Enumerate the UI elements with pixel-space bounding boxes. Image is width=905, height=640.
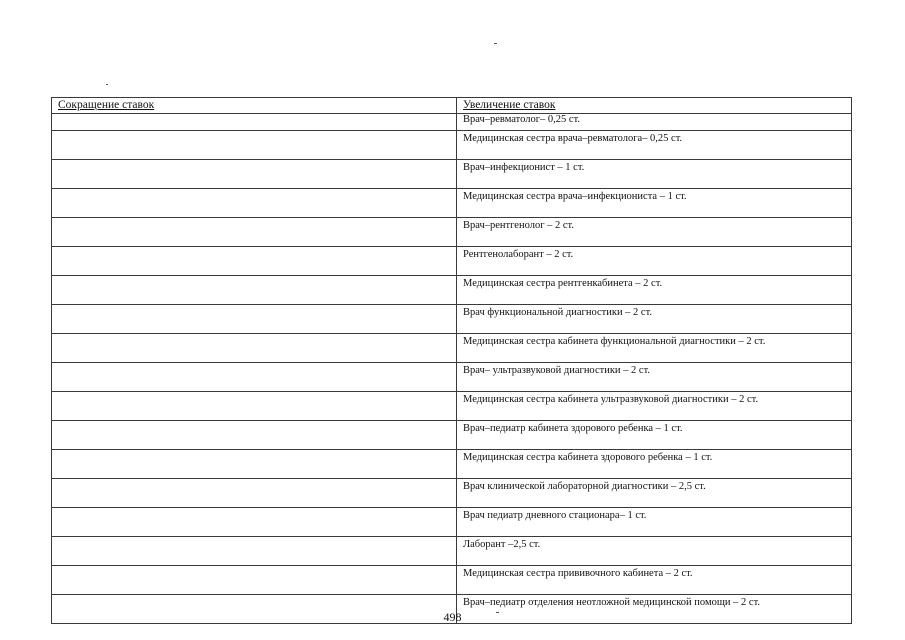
reduction-cell	[52, 131, 457, 160]
reduction-cell	[52, 479, 457, 508]
table-row	[52, 450, 852, 479]
reduction-cell	[52, 247, 457, 276]
increase-cell: Врач функциональной диагностики – 2 ст.	[457, 305, 852, 334]
table-row	[52, 131, 852, 160]
reduction-cell	[52, 537, 457, 566]
reduction-cell	[52, 114, 457, 131]
table-row	[52, 305, 852, 334]
reduction-cell	[52, 566, 457, 595]
table-row	[52, 218, 852, 247]
increase-cell: Медицинская сестра кабинета ультразвуковой диагностики – 2 ст.	[457, 392, 852, 421]
table-row	[52, 537, 852, 566]
increase-cell: Врач– ультразвуковой диагностики – 2 ст.	[457, 363, 852, 392]
increase-cell: Врач–инфекционист – 1 ст.	[457, 160, 852, 189]
increase-cell: Медицинская сестра кабинета функциональной диагностики – 2 ст.	[457, 334, 852, 363]
page-number: 498	[443, 610, 462, 624]
table-row	[52, 392, 852, 421]
increase-cell: Рентгенолаборант – 2 ст.	[457, 247, 852, 276]
table-row	[52, 160, 852, 189]
increase-cell: Медицинская сестра рентгенкабинета – 2 ст.	[457, 276, 852, 305]
increase-cell: Медицинская сестра прививочного кабинета – 2 ст.	[457, 566, 852, 595]
table-row	[52, 508, 852, 537]
table-row	[52, 421, 852, 450]
reduction-cell	[52, 276, 457, 305]
increase-cell: Медицинская сестра врача–инфекциониста – 1 ст.	[457, 189, 852, 218]
increase-cell: Врач–ревматолог– 0,25 ст.	[457, 114, 852, 131]
increase-cell: Врач–педиатр кабинета здорового ребенка – 1 ст.	[457, 421, 852, 450]
column-header-increase: Увеличение ставок	[457, 98, 852, 114]
reduction-cell	[52, 160, 457, 189]
table-row	[52, 334, 852, 363]
reduction-cell	[52, 218, 457, 247]
reduction-cell	[52, 305, 457, 334]
increase-cell: Лаборант –2,5 ст.	[457, 537, 852, 566]
table-row	[52, 247, 852, 276]
reduction-cell	[52, 363, 457, 392]
reduction-cell	[52, 334, 457, 363]
increase-cell: Врач клинической лабораторной диагностики – 2,5 ст.	[457, 479, 852, 508]
table-row	[52, 566, 852, 595]
scan-speck	[494, 43, 497, 44]
table-row	[52, 114, 852, 131]
increase-cell: Медицинская сестра врача–ревматолога– 0,25 ст.	[457, 131, 852, 160]
reduction-cell	[52, 450, 457, 479]
increase-cell: Врач педиатр дневного стационара– 1 ст.	[457, 508, 852, 537]
increase-cell: Врач–рентгенолог – 2 ст.	[457, 218, 852, 247]
reduction-cell	[52, 508, 457, 537]
table-row	[52, 276, 852, 305]
column-header-reduction: Сокращение ставок	[52, 98, 457, 114]
scan-speck	[106, 84, 108, 85]
reduction-cell	[52, 421, 457, 450]
table-header-row	[52, 98, 852, 114]
table-row	[52, 363, 852, 392]
reduction-cell	[52, 189, 457, 218]
reduction-cell	[52, 392, 457, 421]
table-row	[52, 189, 852, 218]
increase-cell: Медицинская сестра кабинета здорового ребенка – 1 ст.	[457, 450, 852, 479]
table-row	[52, 479, 852, 508]
increase-cell: Врач–педиатр отделения неотложной медицинской помощи – 2 ст.	[457, 595, 852, 624]
staff-changes-table	[51, 97, 852, 624]
